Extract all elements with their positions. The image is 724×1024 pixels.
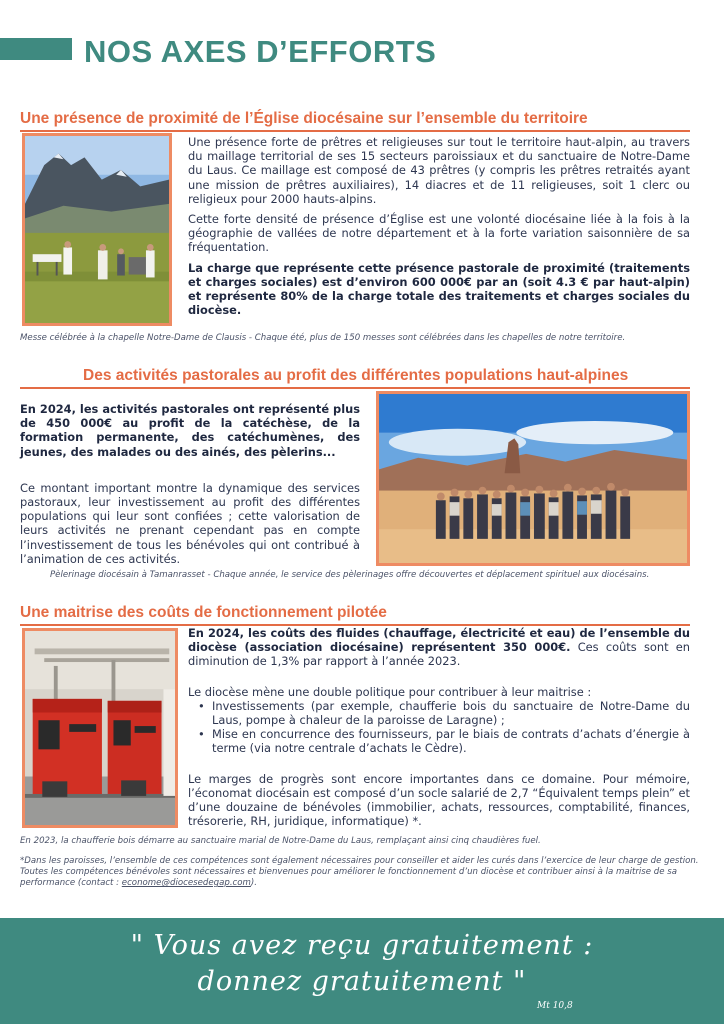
section3-text <box>188 626 690 834</box>
section2-paragraph-1-bold: En 2024, les activités pastorales ont représenté plus de 450 000€ au profit de la catéchèse, de la formation permanente, des catéchumènes, des jeunes, des malades ou des ainés, des pèlerins... <box>20 402 360 459</box>
section2-caption: Pèlerinage diocésain à Tamanrasset - Chaque année, le service des pèlerinages offre découvertes et déplacement spirituel aux diocésains. <box>50 570 650 580</box>
quote-line-1: " Vous avez reçu gratuitement : <box>130 930 594 961</box>
mass-chapel-photo <box>22 133 172 326</box>
wood-boiler-room-photo <box>22 628 178 828</box>
section1-underline <box>20 130 690 132</box>
section2-paragraph-2: Ce montant important montre la dynamique des services pastoraux, leur investissement au profit des différentes populations qui leur sont confiées ; cette valorisation de leurs activités ne prenant cependant pas en compte l’investissement de tous les bénévoles qui ont contribué à l’animation de ces activités. <box>20 480 360 566</box>
section1-paragraph-3 <box>188 261 690 318</box>
footnote-end: ). <box>250 878 257 888</box>
section1-paragraph-2: Cette forte densité de présence d’Église est une volonté diocésaine liée à la fois à la géographie de vallées de notre département et à la forte variation saisonnière de sa fréquentation. <box>188 212 690 255</box>
section1-paragraph-1: Une présence forte de prêtres et religieuses sur tout le territoire haut-alpin, au travers du maillage territorial de ses 15 secteurs paroissiaux et du sanctuaire de Notre-Dame du Laus. Ce maillage est composé de 43 prêtres (y compris les prêtres retraités ayant une mission de prêtres auxiliaires), 14 diacres et de 11 religieuses, soit 1 clerc ou religieux pour 2000 hauts-alpins. <box>188 135 690 206</box>
quote-line-2: donnez gratuitement " <box>197 966 527 997</box>
section3-bullet-2: • Mise en concurrence des fournisseurs, par le biais de contrats d’achats d’énergie à terme (via notre centrale d’achats le Cèdre). <box>198 727 690 755</box>
section2-underline <box>20 387 690 389</box>
title-accent-bar <box>0 38 72 60</box>
section1-text <box>188 135 690 323</box>
page-title: NOS AXES D’EFFORTS <box>84 34 437 69</box>
mountain-mass-illustration <box>25 136 169 323</box>
section3-paragraph-1 <box>188 626 690 669</box>
contact-email-link[interactable]: econome@diocesedegap.com <box>121 878 251 888</box>
pilgrimage-tamanrasset-photo <box>376 391 690 566</box>
section1-heading: Une présence de proximité de l’Église diocésaine sur l’ensemble du territoire <box>20 110 588 127</box>
boiler-room-illustration <box>25 631 175 825</box>
section1-paragraph-3-bold: La charge que représente cette présence pastorale de proximité (traitements et charges sociales) est d’environ 600 000€ par an (soit 4.3 € par haut-alpin) et représente 80% de la charge totale des traitements et charges sociales du diocèse. <box>188 260 690 318</box>
section2-heading: Des activités pastorales au profit des différentes populations haut-alpines <box>83 367 629 384</box>
section3-paragraph-1-bold: En 2024, les coûts des fluides (chauffage, électricité et eau) de l’ensemble du diocèse (association diocésaine) représentent 350 000€. <box>188 626 690 655</box>
section1-caption: Messe célébrée à la chapelle Notre-Dame de Clausis - Chaque été, plus de 150 messes sont célébrées dans les chapelles de notre territoire. <box>20 333 626 343</box>
section2-paragraph-1 <box>20 402 360 459</box>
section3-heading: Une maitrise des coûts de fonctionnement pilotée <box>20 604 387 621</box>
footnote-text: *Dans les paroisses, l’ensemble de ces compétences sont également nécessaires pour conseiller et aider les curés dans l’exercice de leur charge de gestion. Toutes les compétences bénévoles sont nécessaires et bienvenues pour améliorer le fonctionnement d’un diocèse et contribuer ainsi à la maitrise de sa performance (contact : <box>20 856 699 888</box>
footnote <box>20 856 706 889</box>
section3-paragraph-2: Le diocèse mène une double politique pour contribuer à leur maitrise : <box>188 684 592 699</box>
section3-paragraph-1-rest: Ces coûts sont en diminution de 1,3% par rapport à l’année 2023. <box>188 640 691 669</box>
section3-bullet-list <box>198 699 690 756</box>
section3-bullet-1: • Investissements (par exemple, chaufferie bois du sanctuaire de Notre-Dame du Laus, pompe à chaleur de la paroisse de Laragne) ; <box>198 699 690 727</box>
section3-paragraph-3: Le marges de progrès sont encore importantes dans ce domaine. Pour mémoire, l’économat diocésain est composé d’un socle salarié de 2,7 “Équivalent temps plein” et d’une douzaine de bénévoles (immobilier, achats, ressources, comptabilité, finances, trésorerie, RH, juridique, informatique) *. <box>188 771 690 829</box>
desert-group-illustration <box>379 394 687 563</box>
section3-caption: En 2023, la chaufferie bois démarre au sanctuaire marial de Notre-Dame du Laus, remplaçant ainsi cinq chaudières fuel. <box>20 836 541 846</box>
section2-text <box>20 402 360 572</box>
quote-reference: Mt 10,8 <box>537 1001 573 1011</box>
